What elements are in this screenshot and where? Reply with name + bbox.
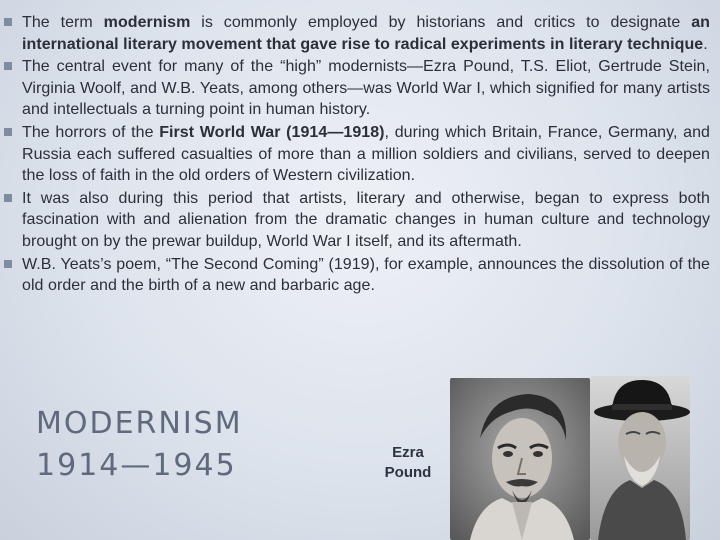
bullet-text: The term: [22, 14, 104, 31]
bold-text: an international literary movement that gave rise to radical experiments in literary technique: [22, 14, 710, 53]
bullet-item: [0, 188, 716, 253]
bullet-item: [0, 122, 716, 187]
wb-yeats-photo: [590, 376, 690, 540]
title-line-1: MODERNISM: [36, 406, 243, 441]
ezra-pound-photo: [450, 378, 590, 540]
square-bullet-icon: [4, 128, 12, 136]
bullet-text: It was also during this period that artists, literary and otherwise, began to express both fascination with and alienation from the dramatic changes in human culture and technology brought on by the prewar buildup, World War I itself, and its aftermath.: [22, 189, 710, 250]
square-bullet-icon: [4, 62, 12, 70]
bullet-item: [0, 56, 716, 121]
bold-text: First World War (1914—1918): [159, 123, 385, 141]
bullet-item: [0, 254, 716, 297]
caption-line-2: Pound: [384, 464, 432, 481]
bullet-text: The central event for many of the “high” modernists—Ezra Pound, T.S. Eliot, Gertrude Stein, Virginia Woolf, and W.B. Yeats, among others—was World War I, which signified for many artists and intellectuals a turning point in human history.: [22, 58, 710, 119]
bullet-text: .: [703, 35, 708, 53]
caption-line-1: Ezra: [392, 444, 424, 461]
bullet-text: is commonly employed by historians and critics to designate: [190, 14, 692, 31]
bullet-text: W.B. Yeats’s poem, “The Second Coming” (1919), for example, announces the dissolution of the old order and the birth of a new and barbaric age.: [22, 255, 710, 295]
square-bullet-icon: [4, 18, 12, 26]
slide-title: [36, 403, 243, 487]
title-line-2: 1914—1945: [36, 448, 237, 483]
bullet-text: , during which Britain, France, Germany, and Russia each suffered casualties of more than a million soldiers and civilians, served to deepen the loss of faith in the old orders of Western civilization.: [22, 123, 710, 185]
bold-text: modernism: [103, 14, 191, 31]
photo-caption: [376, 443, 440, 483]
square-bullet-icon: [4, 194, 12, 202]
bullet-list: [0, 12, 716, 298]
bullet-text: The horrors of the: [22, 123, 160, 141]
bullet-item: [0, 12, 716, 55]
square-bullet-icon: [4, 260, 12, 268]
